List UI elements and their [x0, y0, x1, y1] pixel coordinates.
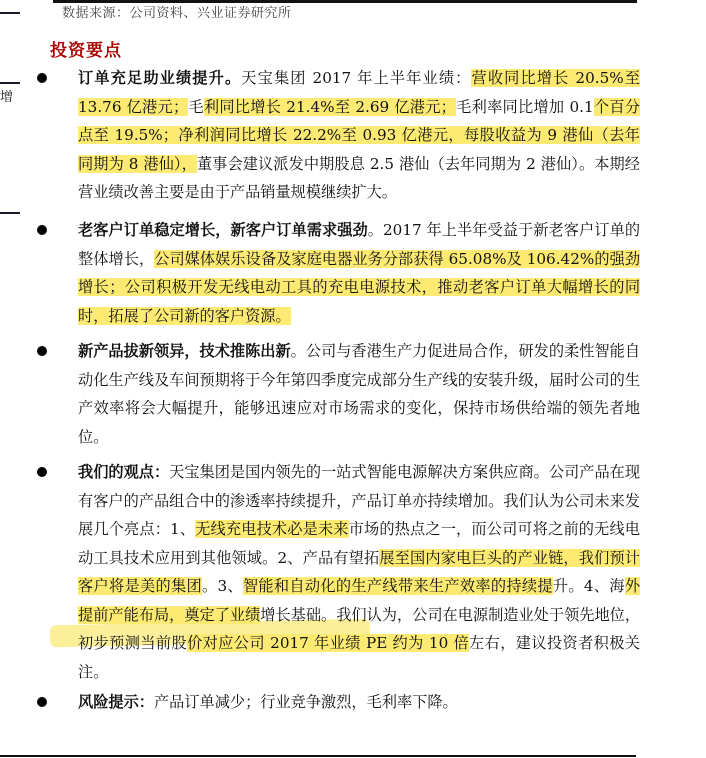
section-title: 投资要点	[50, 41, 122, 61]
highlighted-text: 智能和自动化的生产线带来生产效率的持续提	[242, 577, 553, 595]
left-margin-rule	[0, 82, 20, 84]
text-segment: 天宝集团 2017 年上半年业绩：	[241, 69, 472, 87]
bullet-dot-icon	[37, 467, 47, 477]
bullet-dot-icon	[37, 225, 47, 235]
text-segment: 董事会建议派发中期股息 2.5 港仙（去年同期为 2 港仙）。本期经营业绩改善主要是由于产品销量规模继续扩大。	[78, 154, 640, 201]
bullet-dot-icon	[37, 697, 47, 707]
bullet-heading: 风险提示：	[78, 693, 154, 711]
text-segment: 。2017 年上半年受益于新老客户订单的整体增长，	[78, 221, 641, 268]
bullet-paragraph-new-products	[78, 337, 640, 451]
text-segment: 毛利率同比增加 0.1	[455, 97, 594, 116]
highlighted-text: 公司媒体娱乐设备及家庭电器业务分部获得 65.08%及 106.42%的强劲增长；公司积极开发无线电动工具的充电电源技术，推动老客户订单大幅增长的同时，拓展了公司新的客户资源。	[78, 249, 641, 325]
highlighted-text: 价对应公司 2017 年业绩 PE 约为 10 倍	[187, 634, 470, 652]
bullet-dot-icon	[37, 346, 47, 356]
bullet-heading: 我们的观点：	[78, 463, 170, 481]
text-segment: 毛	[188, 97, 204, 116]
left-margin-rule	[0, 212, 20, 214]
bullet-paragraph-orders	[78, 64, 640, 207]
highlighted-text: 外提前产能布局，奠定了业绩	[78, 577, 641, 624]
text-segment: 升。4、海	[552, 577, 625, 595]
text-segment: 。3、	[201, 577, 243, 595]
bottom-rule	[0, 755, 636, 757]
text-segment: 市场的热点之一，而公司可将之前的无线电动工具技术应用到其他领域。2、产品有望拓	[78, 520, 641, 567]
left-margin-rule	[0, 12, 20, 14]
text-segment: 增长基础。我们认为，公司在电源制造业处于领先地位，初步预测当前股	[78, 605, 641, 652]
bullet-heading: 老客户订单稳定增长，新客户订单需求强劲	[78, 221, 368, 239]
bullet-heading: 订单充足助业绩提升。	[78, 69, 242, 87]
bullet-heading: 新产品拔新领异，技术推陈出新	[78, 342, 291, 360]
highlighted-text: 营收同比增长 20.5%至 13.76 亿港元；	[78, 69, 640, 116]
source-note: 数据来源：公司资料、兴业证券研究所	[62, 6, 292, 21]
bullet-paragraph-our-view	[78, 458, 640, 686]
highlighted-text: 无线充电技术必是未来	[195, 520, 349, 538]
highlighted-text: 个百分点至 19.5%；净利润同比增长 22.2%至 0.93 亿港元，每股收益为 9 港仙（去年同期为 8 港仙），	[78, 97, 641, 173]
bullet-paragraph-customers	[78, 216, 640, 330]
highlighted-text: 利同比增长 21.4%至 2.69 亿港元；	[203, 97, 456, 116]
left-column-text-fragment: 增	[0, 90, 14, 105]
text-segment: 左右，建议投资者积极关注。	[78, 634, 641, 681]
bullet-paragraph-risk	[78, 688, 640, 717]
text-segment: 天宝集团是国内领先的一站式智能电源解决方案供应商。公司产品在现有客户的产品组合中的渗透率持续提升，产品订单亦持续增加。我们认为公司未来发展几个亮点：1、	[78, 463, 641, 538]
bullet-dot-icon	[37, 73, 47, 83]
text-segment: 产品订单减少；行业竞争激烈，毛利率下降。	[153, 693, 458, 711]
highlighted-text: 展至国内家电巨头的产业链，我们预计客户将是美的集团	[78, 548, 640, 595]
text-segment: 。公司与香港生产力促进局合作，研发的柔性智能自动化生产线及车间预期将于今年第四季度完成部分生产线的安装升级，届时公司的生产效率将会大幅提升，能够迅速应对市场需求的变化，保持市场供给端的领先者地位。	[78, 342, 641, 446]
